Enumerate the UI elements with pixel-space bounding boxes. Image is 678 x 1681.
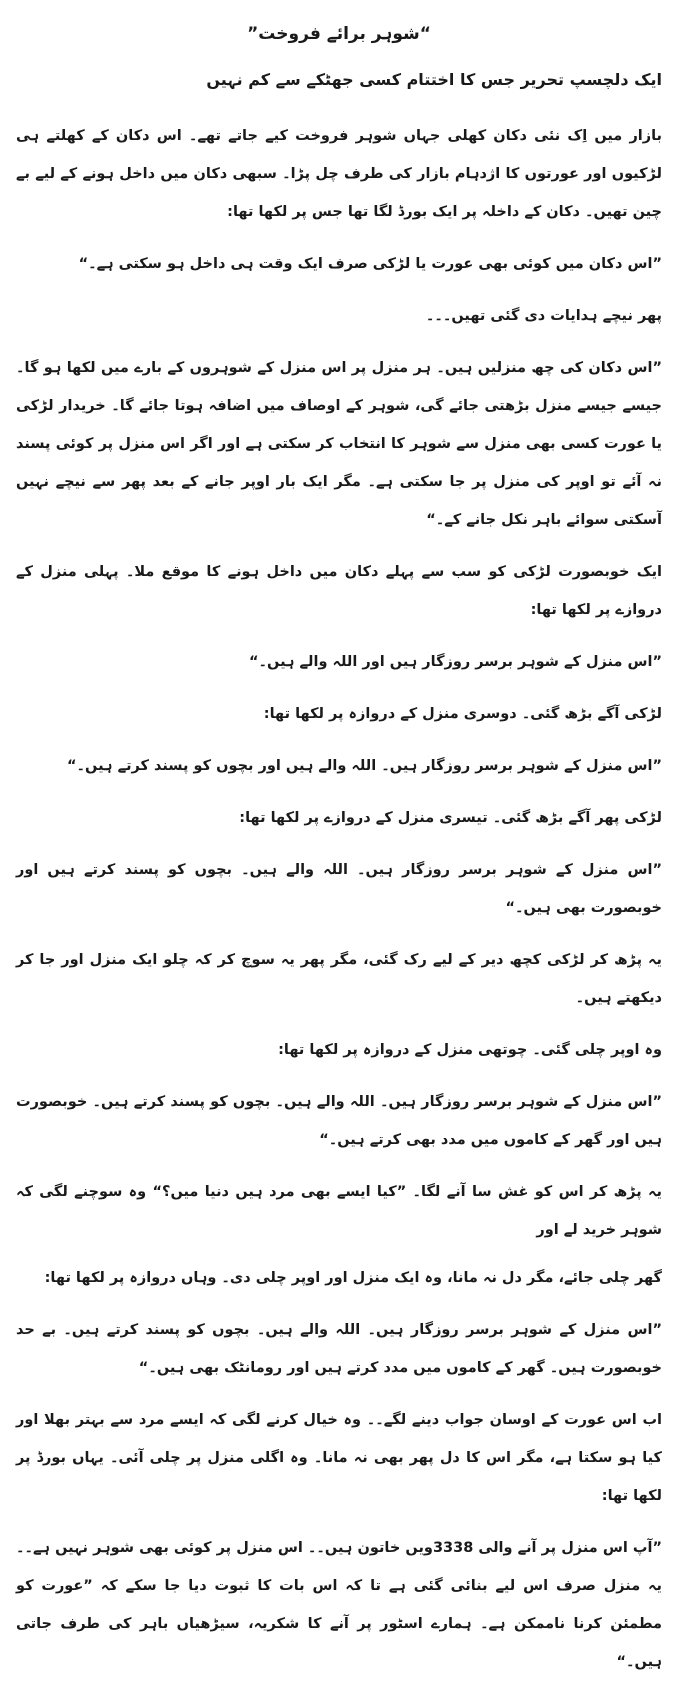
- paragraph: ”اس منزل کے شوہر برسر روزگار ہیں۔ اللہ والے ہیں۔ بچوں کو پسند کرتے ہیں۔ خوبصورت ہیں اور گھر کے کاموں میں مدد بھی کرتے ہیں۔“: [16, 1093, 662, 1148]
- paragraph: ”اس منزل کے شوہر برسر روزگار ہیں اور اللہ والے ہیں۔“: [249, 653, 662, 670]
- paragraph: ”اس دکان میں کوئی بھی عورت یا لڑکی صرف ایک وقت ہی داخل ہو سکتی ہے۔“: [78, 255, 662, 272]
- paragraph: لڑکی پھر آگے بڑھ گئی۔ تیسری منزل کے دروازے پر لکھا تھا:: [239, 809, 662, 826]
- paragraph: ایک خوبصورت لڑکی کو سب سے پہلے دکان میں داخل ہونے کا موقع ملا۔ پہلی منزل کے دروازے پر لکھا تھا:: [16, 563, 662, 618]
- paragraph: یہ پڑھ کر اس کو غش سا آنے لگا۔ ”کیا ایسے بھی مرد ہیں دنیا میں؟“ وہ سوچنے لگی کہ شوہر خرید لے اور: [16, 1183, 662, 1238]
- paragraph: ”اس منزل کے شوہر برسر روزگار ہیں۔ اللہ والے ہیں۔ بچوں کو پسند کرتے ہیں اور خوبصورت بھی ہیں۔“: [16, 861, 662, 916]
- paragraph: ”اس دکان کی چھ منزلیں ہیں۔ ہر منزل پر اس منزل کے شوہروں کے بارے میں لکھا ہو گا۔ جیسے جیسے منزل بڑھتی جائے گی، شوہر کے اوصاف میں اضافہ ہوتا جائے گا۔ خریدار لڑکی یا عورت کسی بھی منزل سے شوہر کا انتخاب کر سکتی ہے اور اگر اس منزل پر کوئی پسند نہ آئے تو اوپر کی منزل پر جا سکتی ہے۔ مگر ایک بار اوپر جانے کے بعد پھر سے نیچے نہیں آسکتی سوائے باہر نکل جانے کے۔“: [16, 359, 662, 528]
- article-subtitle: ایک دلچسپ تحریر جس کا اختتام کسی جھٹکے سے کم نہیں: [206, 70, 662, 90]
- paragraph: یہ پڑھ کر لڑکی کچھ دیر کے لیے رک گئی، مگر پھر یہ سوچ کر کہ چلو ایک منزل اور جا کر دیکھتے ہیں۔: [16, 951, 662, 1006]
- paragraph: وہ اوپر چلی گئی۔ چوتھی منزل کے دروازہ پر لکھا تھا:: [278, 1041, 662, 1058]
- article-title: “شوہر برائے فروخت”: [247, 24, 431, 44]
- paragraph: بازار میں اِک نئی دکان کھلی جہاں شوہر فروخت کیے جاتے تھے۔ اس دکان کے کھلتے ہی لڑکیوں اور عورتوں کا اژدہام بازار کی طرف چل پڑا۔ سبھی دکان میں داخل ہونے کے لیے بے چین تھیں۔ دکان کے داخلہ پر ایک بورڈ لگا تھا جس پر لکھا تھا:: [16, 127, 662, 220]
- paragraph: ”اس منزل کے شوہر برسر روزگار ہیں۔ اللہ والے ہیں۔ بچوں کو پسند کرتے ہیں۔ بے حد خوبصورت ہیں۔ گھر کے کاموں میں مدد کرتے ہیں اور رومانٹک بھی ہیں۔“: [16, 1321, 662, 1376]
- paragraph: ”آپ اس منزل پر آنے والی 3338ویں خاتون ہیں۔۔ اس منزل پر کوئی بھی شوہر نہیں ہے۔۔ یہ منزل صرف اس لیے بنائی گئی ہے تا کہ اس بات کا ثبوت دیا جا سکے کہ ”عورت کو مطمئن کرنا ناممکن ہے۔ ہمارے اسٹور پر آنے کا شکریہ، سیڑھیاں باہر کی طرف جاتی ہیں۔“: [16, 1539, 662, 1670]
- paragraph: اب اس عورت کے اوسان جواب دینے لگے۔۔ وہ خیال کرنے لگی کہ ایسے مرد سے بہتر بھلا اور کیا ہو سکتا ہے، مگر اس کا دل پھر بھی نہ مانا۔ وہ اگلی منزل پر چلی آئی۔ یہاں بورڈ پر لکھا تھا:: [16, 1411, 662, 1504]
- paragraph: ”اس منزل کے شوہر برسر روزگار ہیں۔ اللہ والے ہیں اور بچوں کو پسند کرتے ہیں۔“: [67, 757, 662, 774]
- paragraph: لڑکی آگے بڑھ گئی۔ دوسری منزل کے دروازہ پر لکھا تھا:: [263, 705, 662, 722]
- paragraph: گھر چلی جائے، مگر دل نہ مانا، وہ ایک منزل اور اوپر چلی دی۔ وہاں دروازہ پر لکھا تھا:: [44, 1269, 662, 1286]
- paragraph: پھر نیچے ہدایات دی گئی تھیں۔۔۔: [425, 307, 662, 324]
